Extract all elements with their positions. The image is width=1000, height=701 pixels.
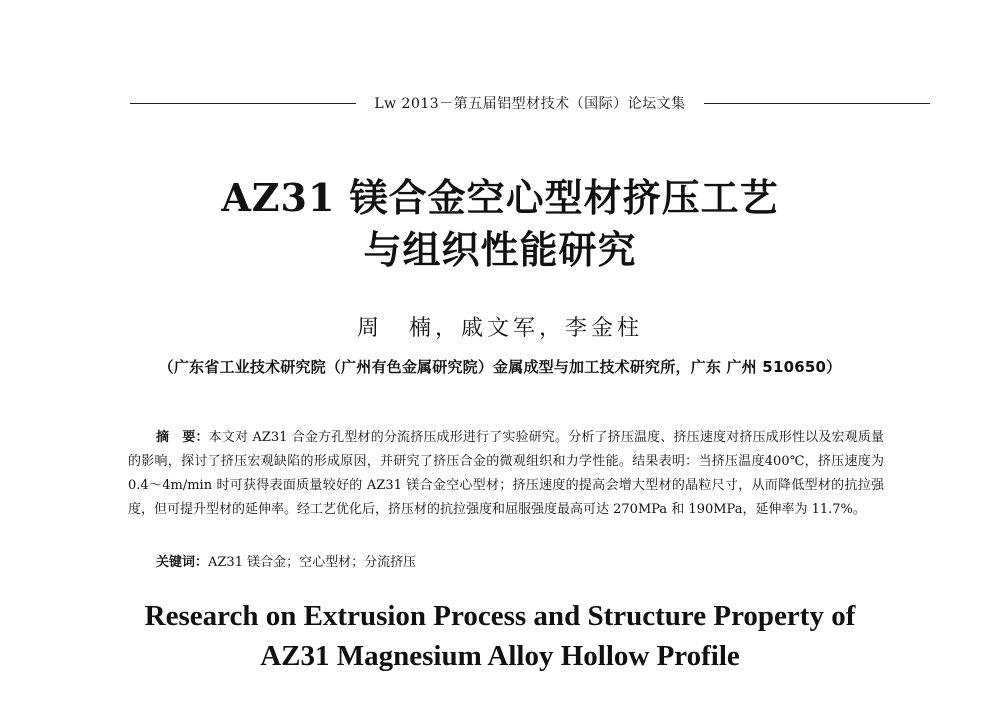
keywords-text: AZ31 镁合金；空心型材；分流挤压 xyxy=(208,555,417,570)
running-title: Lw 2013－第五届铝型材技术（国际）论坛文集 xyxy=(374,96,686,112)
abstract-text: 本文对 AZ31 合金方孔型材的分流挤压成形进行了实验研究。分析了挤压温度、挤压速度对挤压成形性以及宏观质量的影响，探讨了挤压宏观缺陷的形成原因，并研究了挤压合金的微观组织和力学性能。结果表明：当挤压温度400℃，挤压速度为 0.4～4m/min 时可获得表面质量较好的 AZ31 镁合金空心型材；挤压速度的提高会增大型材的晶粒尺寸，从而降低型材的抗拉强度，但可提升型材的延伸率。经工艺优化后，挤压材的抗拉强度和屈服强度最高可达 270MPa 和 190MPa，延伸率为 11.7%。 xyxy=(128,430,884,517)
paper-title-cn-line2: 与组织性能研究 xyxy=(363,227,637,272)
running-header xyxy=(130,92,930,114)
paper-title-en-line1: Research on Extrusion Process and Structure Property of xyxy=(144,600,856,632)
keywords xyxy=(156,551,886,575)
paper-title-cn xyxy=(0,172,1000,276)
authors: 周 楠，戚文军，李金柱 xyxy=(356,316,643,341)
abstract xyxy=(128,426,884,522)
header-rule-right xyxy=(704,103,930,104)
paper-title-en xyxy=(0,596,1000,676)
keywords-label: 关键词： xyxy=(156,555,209,570)
paper-title-en-line2: AZ31 Magnesium Alloy Hollow Profile xyxy=(260,640,740,672)
affiliation: （广东省工业技术研究院（广州有色金属研究院）金属成型与加工技术研究所，广东 广州 510650） xyxy=(158,358,842,376)
paper-title-cn-line1: AZ31 镁合金空心型材挤压工艺 xyxy=(221,175,779,220)
abstract-label: 摘 要： xyxy=(156,430,209,445)
header-rule-left xyxy=(130,103,356,104)
